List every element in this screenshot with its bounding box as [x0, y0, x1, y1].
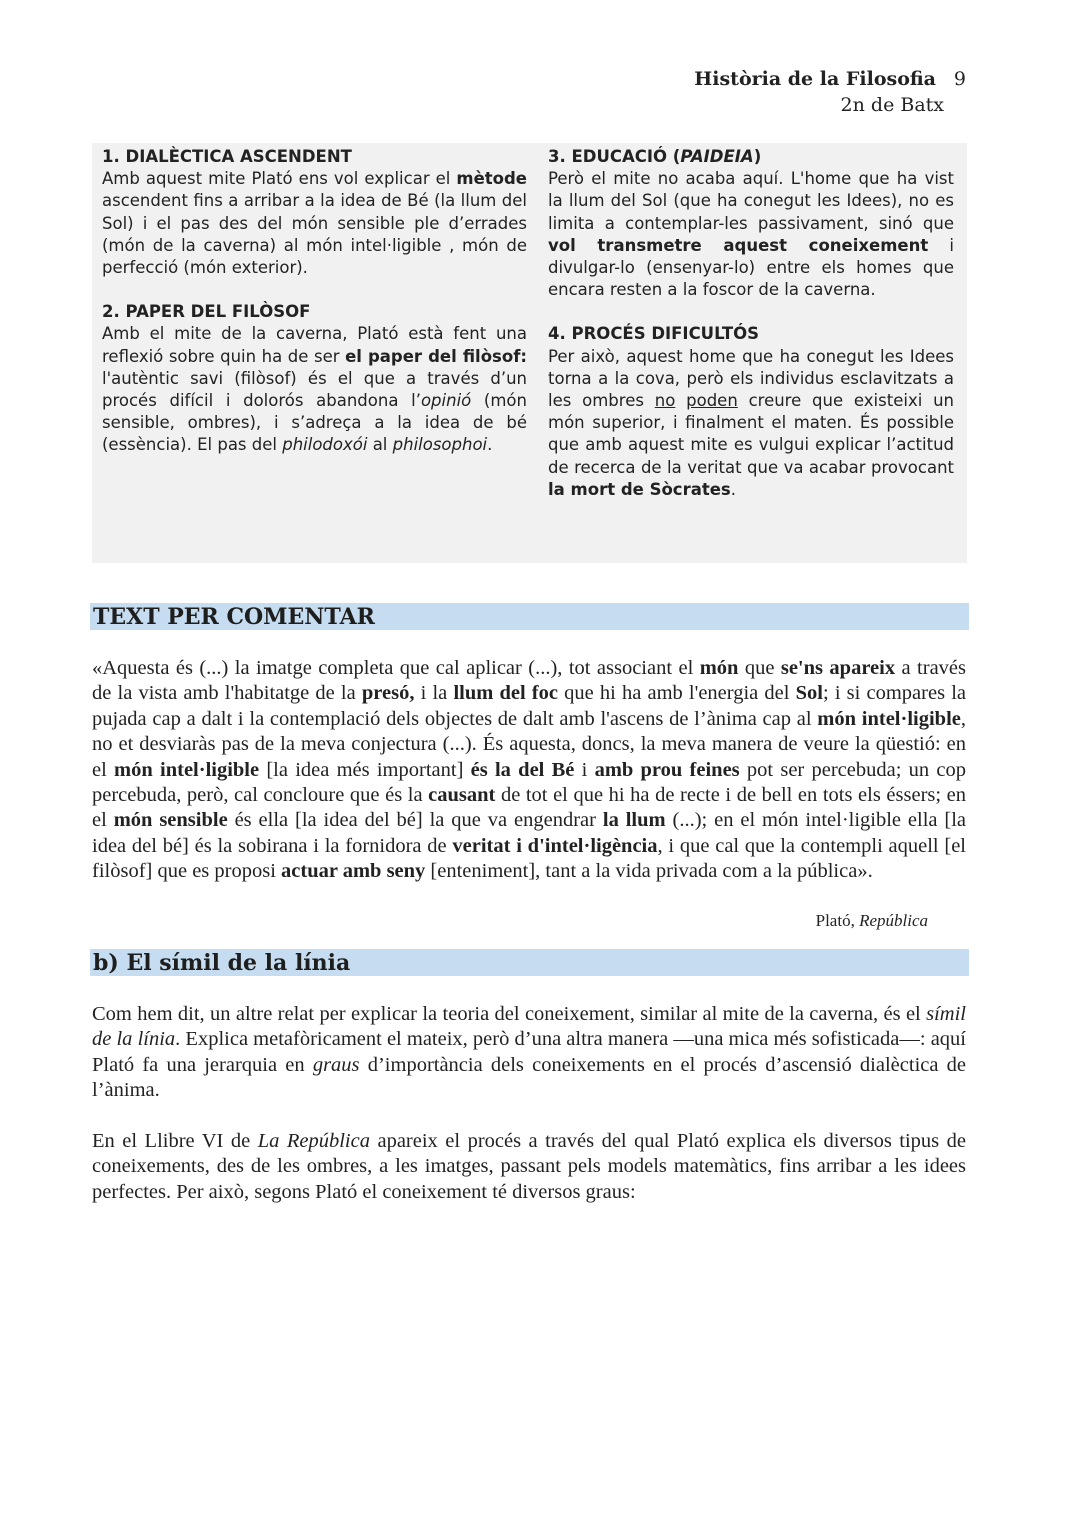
paragraph-llibre-vi: En el Llibre VI de La República apareix el procés a través del qual Plató explica els diversos tipus de coneixements, des de les ombres, a les imatges, passant pels models matemàtics, fins arribar a les idees perfectes. Per això, segons Plató el coneixement té diversos graus:: [92, 1130, 967, 1203]
page-header: [694, 66, 966, 118]
section-text-educacio: Però el mite no acaba aquí. L'home que ha vist la llum del Sol (que ha conegut les Idees), no es limita a contemplar-les passivament, sinó que vol transmetre aquest coneixement i divulgar-lo (ensenyar-lo) entre els homes que encara resten a la foscor de la caverna.: [548, 169, 954, 300]
paragraph-simil-intro: Com hem dit, un altre relat per explicar la teoria del coneixement, similar al mite de la caverna, és el símil de la línia. Explica metafòricament el mateix, però d’una altra manera —una mica més sofisticada—: aquí Plató fa una jerarquia en graus d’importància dels coneixements en el procés d’ascensió dialèctica de l’ànima.: [92, 1003, 966, 1102]
section-title-simil-linia: b) El símil de la línia: [90, 949, 969, 976]
course-label: 2n de Batx: [840, 94, 944, 116]
page-number: 9: [953, 68, 966, 90]
section-heading-dialectica: 1. DIALÈCTICA ASCENDENT: [102, 147, 352, 166]
subject-title: Història de la Filosofia: [694, 68, 936, 90]
section-text-proces: Per això, aquest home que ha conegut les Idees torna a la cova, però els individus esclavitzats a les ombres no poden creure que existeixi un món superior, i finalment el maten. És possible que amb aquest mite es vulgui explicar l’actitud de recerca de la veritat que va acabar provocant la mort de Sòcrates.: [548, 346, 955, 499]
section-text-paper: Amb el mite de la caverna, Plató està fent una reflexió sobre quin ha de ser el paper del filòsof: l'autèntic savi (filòsof) és el que a través d’un procés difícil i dolorós abandona l’opinió (món sensible, ombres), i s’adreça a la idea de bé (essència). El pas del philodoxói al philosophoi.: [102, 324, 527, 455]
section-heading-educacio: 3. EDUCACIÓ (PAIDEIA): [548, 147, 762, 166]
section-heading-proces: 4. PROCÉS DIFICULTÓS: [548, 324, 760, 344]
header-line-1: [694, 66, 966, 92]
summary-column-right: [548, 146, 954, 501]
commentary-quote: «Aquesta és (...) la imatge completa que cal aplicar (...), tot associant el món que se'ns apareix a través de la vista amb l'habitatge de la presó, i la llum del foc que hi ha amb l'energia del Sol; i si compares la pujada cap a dalt i la contemplació dels objectes de dalt amb l'ascens de l’ànima cap al món intel·ligible, no et desviaràs pas de la meva conjectura (...). És aquesta, doncs, la meva manera de veure la qüestió: en el món intel·ligible [la idea més important] és la del Bé i amb prou feines pot ser percebuda; un cop percebuda, però, cal concloure que és la causant de tot el que hi ha de recte i de bell en tots els éssers; en el món sensible és ella [la idea del bé] la que va engendrar la llum (...); en el món intel·ligible ella [la idea del bé] és la sobirana i la fornidora de veritat i d'intel·ligència, i que cal que la contempli aquell [el filòsof] que es proposi actuar amb seny [enteniment], tant a la vida privada com a la pública».: [92, 657, 967, 883]
quote-citation: Plató, República: [815, 911, 928, 930]
summary-column-left: [102, 146, 527, 457]
section-text-dialectica: Amb aquest mite Plató ens vol explicar el mètode ascendent fins a arribar a la idea de Bé (la llum del Sol) i el pas des del món sensible ple d’errades (món de la caverna) al món intel·ligible , món de perfecció (món exterior).: [102, 169, 527, 278]
section-heading-paper: 2. PAPER DEL FILÒSOF: [102, 302, 311, 322]
summary-box: [92, 143, 967, 563]
section-title-text-per-comentar: TEXT PER COMENTAR: [90, 603, 969, 630]
